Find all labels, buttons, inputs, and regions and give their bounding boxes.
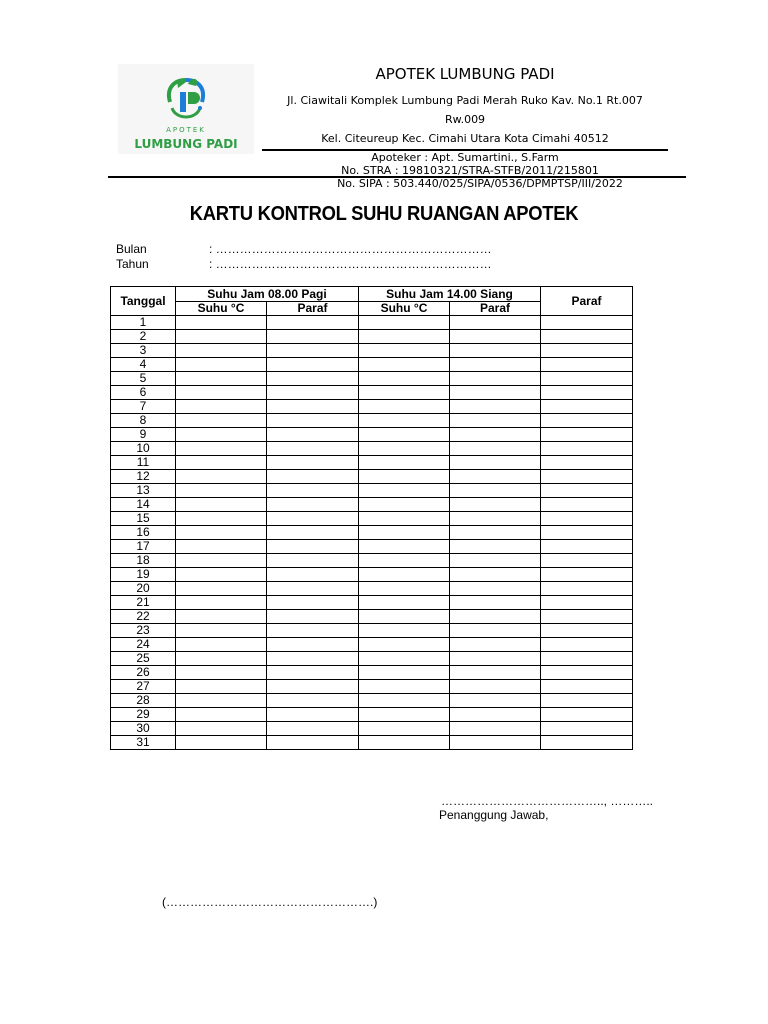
table-row xyxy=(111,568,633,582)
suhu-siang-cell[interactable] xyxy=(359,554,450,568)
day-number: 2 xyxy=(111,330,176,344)
suhu-pagi-cell[interactable] xyxy=(176,442,267,456)
paraf-cell[interactable] xyxy=(541,330,633,344)
signature-role: Penanggung Jawab, xyxy=(439,808,549,822)
day-number: 10 xyxy=(111,442,176,456)
header-group-siang: Suhu Jam 14.00 Siang xyxy=(359,287,541,302)
paraf-cell[interactable] xyxy=(541,652,633,666)
table-row xyxy=(111,596,633,610)
paraf-pagi-cell[interactable] xyxy=(267,526,359,540)
table-row xyxy=(111,582,633,596)
table-row xyxy=(111,722,633,736)
bulan-field: : …………………………………………………………… xyxy=(209,242,492,256)
paraf-cell[interactable] xyxy=(541,638,633,652)
paraf-pagi-cell[interactable] xyxy=(267,456,359,470)
suhu-siang-cell[interactable] xyxy=(359,372,450,386)
paraf-pagi-cell[interactable] xyxy=(267,582,359,596)
paraf-pagi-cell[interactable] xyxy=(267,372,359,386)
suhu-pagi-cell[interactable] xyxy=(176,624,267,638)
paraf-cell[interactable] xyxy=(541,484,633,498)
suhu-siang-cell[interactable] xyxy=(359,722,450,736)
day-number: 15 xyxy=(111,512,176,526)
paraf-siang-cell[interactable] xyxy=(450,428,541,442)
paraf-cell[interactable] xyxy=(541,456,633,470)
paraf-pagi-cell[interactable] xyxy=(267,694,359,708)
header-paraf-pagi: Paraf xyxy=(267,302,359,316)
day-number: 21 xyxy=(111,596,176,610)
paraf-cell[interactable] xyxy=(541,680,633,694)
paraf-pagi-cell[interactable] xyxy=(267,568,359,582)
paraf-pagi-cell[interactable] xyxy=(267,442,359,456)
day-number: 30 xyxy=(111,722,176,736)
suhu-siang-cell[interactable] xyxy=(359,568,450,582)
day-number: 25 xyxy=(111,652,176,666)
suhu-pagi-cell[interactable] xyxy=(176,736,267,750)
suhu-siang-cell[interactable] xyxy=(359,582,450,596)
temperature-log-table xyxy=(110,286,633,750)
paraf-siang-cell[interactable] xyxy=(450,652,541,666)
paraf-pagi-cell[interactable] xyxy=(267,386,359,400)
paraf-siang-cell[interactable] xyxy=(450,610,541,624)
paraf-cell[interactable] xyxy=(541,568,633,582)
paraf-siang-cell[interactable] xyxy=(450,568,541,582)
paraf-cell[interactable] xyxy=(541,372,633,386)
suhu-siang-cell[interactable] xyxy=(359,652,450,666)
paraf-siang-cell[interactable] xyxy=(450,442,541,456)
table-row xyxy=(111,512,633,526)
suhu-siang-cell[interactable] xyxy=(359,708,450,722)
paraf-cell[interactable] xyxy=(541,498,633,512)
paraf-pagi-cell[interactable] xyxy=(267,680,359,694)
paraf-siang-cell[interactable] xyxy=(450,330,541,344)
suhu-pagi-cell[interactable] xyxy=(176,470,267,484)
paraf-siang-cell[interactable] xyxy=(450,344,541,358)
signature-name-line: (…………………………………………….) xyxy=(162,895,378,909)
day-number: 27 xyxy=(111,680,176,694)
suhu-siang-cell[interactable] xyxy=(359,526,450,540)
table-row xyxy=(111,400,633,414)
paraf-cell[interactable] xyxy=(541,358,633,372)
day-number: 4 xyxy=(111,358,176,372)
suhu-pagi-cell[interactable] xyxy=(176,596,267,610)
suhu-siang-cell[interactable] xyxy=(359,316,450,330)
table-row xyxy=(111,526,633,540)
table-row xyxy=(111,666,633,680)
day-number: 31 xyxy=(111,736,176,750)
day-number: 17 xyxy=(111,540,176,554)
paraf-cell[interactable] xyxy=(541,624,633,638)
paraf-pagi-cell[interactable] xyxy=(267,484,359,498)
paraf-siang-cell[interactable] xyxy=(450,624,541,638)
paraf-siang-cell[interactable] xyxy=(450,736,541,750)
suhu-siang-cell[interactable] xyxy=(359,344,450,358)
suhu-siang-cell[interactable] xyxy=(359,428,450,442)
paraf-pagi-cell[interactable] xyxy=(267,610,359,624)
table-row xyxy=(111,330,633,344)
suhu-pagi-cell[interactable] xyxy=(176,358,267,372)
paraf-cell[interactable] xyxy=(541,344,633,358)
table-row xyxy=(111,484,633,498)
paraf-siang-cell[interactable] xyxy=(450,512,541,526)
day-number: 14 xyxy=(111,498,176,512)
paraf-siang-cell[interactable] xyxy=(450,414,541,428)
suhu-pagi-cell[interactable] xyxy=(176,386,267,400)
table-row xyxy=(111,358,633,372)
paraf-cell[interactable] xyxy=(541,736,633,750)
paraf-siang-cell[interactable] xyxy=(450,666,541,680)
suhu-siang-cell[interactable] xyxy=(359,498,450,512)
table-row xyxy=(111,442,633,456)
table-body xyxy=(111,316,633,750)
paraf-pagi-cell[interactable] xyxy=(267,400,359,414)
table-row xyxy=(111,540,633,554)
paraf-siang-cell[interactable] xyxy=(450,554,541,568)
suhu-siang-cell[interactable] xyxy=(359,596,450,610)
table-row xyxy=(111,456,633,470)
paraf-pagi-cell[interactable] xyxy=(267,666,359,680)
table-row xyxy=(111,652,633,666)
suhu-pagi-cell[interactable] xyxy=(176,652,267,666)
table-row xyxy=(111,638,633,652)
paraf-pagi-cell[interactable] xyxy=(267,736,359,750)
paraf-cell[interactable] xyxy=(541,540,633,554)
paraf-siang-cell[interactable] xyxy=(450,386,541,400)
header-tanggal: Tanggal xyxy=(111,287,176,316)
bulan-label: Bulan xyxy=(116,242,147,256)
pharmacy-name: APOTEK LUMBUNG PADI xyxy=(375,65,555,83)
table-row xyxy=(111,610,633,624)
day-number: 1 xyxy=(111,316,176,330)
paraf-pagi-cell[interactable] xyxy=(267,624,359,638)
suhu-siang-cell[interactable] xyxy=(359,330,450,344)
paraf-pagi-cell[interactable] xyxy=(267,554,359,568)
logo-mark-icon xyxy=(118,64,254,128)
sipa-number: No. SIPA : 503.440/025/SIPA/0536/DPMPTSP/III/2022 xyxy=(337,177,623,190)
suhu-pagi-cell[interactable] xyxy=(176,568,267,582)
paraf-pagi-cell[interactable] xyxy=(267,512,359,526)
suhu-pagi-cell[interactable] xyxy=(176,708,267,722)
paraf-pagi-cell[interactable] xyxy=(267,652,359,666)
day-number: 16 xyxy=(111,526,176,540)
paraf-siang-cell[interactable] xyxy=(450,694,541,708)
paraf-siang-cell[interactable] xyxy=(450,680,541,694)
table-row xyxy=(111,624,633,638)
day-number: 7 xyxy=(111,400,176,414)
paraf-siang-cell[interactable] xyxy=(450,540,541,554)
signature-date-line: ………………………………….., ……….. xyxy=(441,794,654,808)
suhu-pagi-cell[interactable] xyxy=(176,638,267,652)
suhu-siang-cell[interactable] xyxy=(359,694,450,708)
paraf-siang-cell[interactable] xyxy=(450,358,541,372)
paraf-cell[interactable] xyxy=(541,694,633,708)
paraf-siang-cell[interactable] xyxy=(450,708,541,722)
suhu-pagi-cell[interactable] xyxy=(176,414,267,428)
suhu-pagi-cell[interactable] xyxy=(176,554,267,568)
paraf-cell[interactable] xyxy=(541,582,633,596)
logo-text-apotek: APOTEK xyxy=(166,126,206,134)
table-row xyxy=(111,498,633,512)
header-paraf-siang: Paraf xyxy=(450,302,541,316)
paraf-pagi-cell[interactable] xyxy=(267,470,359,484)
paraf-pagi-cell[interactable] xyxy=(267,414,359,428)
day-number: 24 xyxy=(111,638,176,652)
tahun-field: : …………………………………………………………… xyxy=(209,257,492,271)
day-number: 29 xyxy=(111,708,176,722)
paraf-pagi-cell[interactable] xyxy=(267,540,359,554)
suhu-pagi-cell[interactable] xyxy=(176,526,267,540)
paraf-pagi-cell[interactable] xyxy=(267,428,359,442)
suhu-siang-cell[interactable] xyxy=(359,512,450,526)
paraf-pagi-cell[interactable] xyxy=(267,708,359,722)
paraf-pagi-cell[interactable] xyxy=(267,638,359,652)
table-row xyxy=(111,414,633,428)
paraf-cell[interactable] xyxy=(541,386,633,400)
suhu-siang-cell[interactable] xyxy=(359,624,450,638)
paraf-cell[interactable] xyxy=(541,428,633,442)
paraf-cell[interactable] xyxy=(541,512,633,526)
suhu-siang-cell[interactable] xyxy=(359,386,450,400)
suhu-pagi-cell[interactable] xyxy=(176,582,267,596)
paraf-pagi-cell[interactable] xyxy=(267,316,359,330)
suhu-siang-cell[interactable] xyxy=(359,358,450,372)
suhu-siang-cell[interactable] xyxy=(359,470,450,484)
table-row xyxy=(111,372,633,386)
table-row xyxy=(111,470,633,484)
paraf-siang-cell[interactable] xyxy=(450,400,541,414)
day-number: 19 xyxy=(111,568,176,582)
day-number: 20 xyxy=(111,582,176,596)
paraf-cell[interactable] xyxy=(541,470,633,484)
paraf-cell[interactable] xyxy=(541,414,633,428)
suhu-siang-cell[interactable] xyxy=(359,666,450,680)
paraf-siang-cell[interactable] xyxy=(450,638,541,652)
paraf-pagi-cell[interactable] xyxy=(267,358,359,372)
table-row xyxy=(111,344,633,358)
table-row xyxy=(111,708,633,722)
day-number: 23 xyxy=(111,624,176,638)
suhu-pagi-cell[interactable] xyxy=(176,428,267,442)
suhu-pagi-cell[interactable] xyxy=(176,330,267,344)
header-group-pagi: Suhu Jam 08.00 Pagi xyxy=(176,287,359,302)
paraf-cell[interactable] xyxy=(541,316,633,330)
day-number: 13 xyxy=(111,484,176,498)
paraf-cell[interactable] xyxy=(541,722,633,736)
header-suhu-siang: Suhu °C xyxy=(359,302,450,316)
suhu-siang-cell[interactable] xyxy=(359,442,450,456)
suhu-pagi-cell[interactable] xyxy=(176,610,267,624)
table-row xyxy=(111,316,633,330)
suhu-siang-cell[interactable] xyxy=(359,610,450,624)
tahun-label: Tahun xyxy=(116,257,149,271)
paraf-cell[interactable] xyxy=(541,596,633,610)
paraf-siang-cell[interactable] xyxy=(450,526,541,540)
paraf-siang-cell[interactable] xyxy=(450,372,541,386)
paraf-cell[interactable] xyxy=(541,442,633,456)
paraf-cell[interactable] xyxy=(541,400,633,414)
table-row xyxy=(111,694,633,708)
suhu-pagi-cell[interactable] xyxy=(176,512,267,526)
paraf-siang-cell[interactable] xyxy=(450,722,541,736)
suhu-pagi-cell[interactable] xyxy=(176,344,267,358)
day-number: 22 xyxy=(111,610,176,624)
suhu-siang-cell[interactable] xyxy=(359,638,450,652)
document-title: KARTU KONTROL SUHU RUANGAN APOTEK xyxy=(189,203,579,225)
paraf-pagi-cell[interactable] xyxy=(267,722,359,736)
suhu-pagi-cell[interactable] xyxy=(176,722,267,736)
logo-text-name: LUMBUNG PADI xyxy=(134,137,238,151)
table-row xyxy=(111,386,633,400)
day-number: 28 xyxy=(111,694,176,708)
table-row xyxy=(111,680,633,694)
paraf-pagi-cell[interactable] xyxy=(267,596,359,610)
header-paraf: Paraf xyxy=(541,287,633,316)
suhu-pagi-cell[interactable] xyxy=(176,456,267,470)
suhu-siang-cell[interactable] xyxy=(359,680,450,694)
paraf-siang-cell[interactable] xyxy=(450,596,541,610)
address-line-1: Jl. Ciawitali Komplek Lumbung Padi Merah Ruko Kav. No.1 Rt.007 xyxy=(287,94,643,107)
apoteker-line: Apoteker : Apt. Sumartini., S.Farm xyxy=(371,151,559,164)
day-number: 5 xyxy=(111,372,176,386)
paraf-cell[interactable] xyxy=(541,666,633,680)
address-line-2: Rw.009 xyxy=(444,113,486,126)
paraf-siang-cell[interactable] xyxy=(450,456,541,470)
day-number: 11 xyxy=(111,456,176,470)
day-number: 18 xyxy=(111,554,176,568)
suhu-siang-cell[interactable] xyxy=(359,456,450,470)
paraf-siang-cell[interactable] xyxy=(450,470,541,484)
paraf-cell[interactable] xyxy=(541,526,633,540)
paraf-pagi-cell[interactable] xyxy=(267,344,359,358)
suhu-pagi-cell[interactable] xyxy=(176,498,267,512)
day-number: 3 xyxy=(111,344,176,358)
day-number: 9 xyxy=(111,428,176,442)
paraf-cell[interactable] xyxy=(541,708,633,722)
header-suhu-pagi: Suhu °C xyxy=(176,302,267,316)
suhu-pagi-cell[interactable] xyxy=(176,484,267,498)
suhu-pagi-cell[interactable] xyxy=(176,694,267,708)
paraf-siang-cell[interactable] xyxy=(450,484,541,498)
suhu-pagi-cell[interactable] xyxy=(176,540,267,554)
suhu-pagi-cell[interactable] xyxy=(176,316,267,330)
suhu-pagi-cell[interactable] xyxy=(176,680,267,694)
suhu-siang-cell[interactable] xyxy=(359,414,450,428)
table-row xyxy=(111,736,633,750)
suhu-pagi-cell[interactable] xyxy=(176,400,267,414)
day-number: 26 xyxy=(111,666,176,680)
paraf-pagi-cell[interactable] xyxy=(267,330,359,344)
suhu-pagi-cell[interactable] xyxy=(176,666,267,680)
table-row xyxy=(111,428,633,442)
table-row xyxy=(111,554,633,568)
paraf-pagi-cell[interactable] xyxy=(267,498,359,512)
day-number: 12 xyxy=(111,470,176,484)
day-number: 8 xyxy=(111,414,176,428)
paraf-siang-cell[interactable] xyxy=(450,582,541,596)
paraf-siang-cell[interactable] xyxy=(450,316,541,330)
pharmacy-logo xyxy=(118,64,254,154)
stra-number: No. STRA : 19810321/STRA-STFB/2011/215801 xyxy=(341,164,599,177)
suhu-siang-cell[interactable] xyxy=(359,540,450,554)
suhu-siang-cell[interactable] xyxy=(359,736,450,750)
paraf-cell[interactable] xyxy=(541,554,633,568)
suhu-siang-cell[interactable] xyxy=(359,484,450,498)
paraf-siang-cell[interactable] xyxy=(450,498,541,512)
suhu-pagi-cell[interactable] xyxy=(176,372,267,386)
day-number: 6 xyxy=(111,386,176,400)
suhu-siang-cell[interactable] xyxy=(359,400,450,414)
paraf-cell[interactable] xyxy=(541,610,633,624)
address-line-3: Kel. Citeureup Kec. Cimahi Utara Kota Cimahi 40512 xyxy=(321,132,609,145)
